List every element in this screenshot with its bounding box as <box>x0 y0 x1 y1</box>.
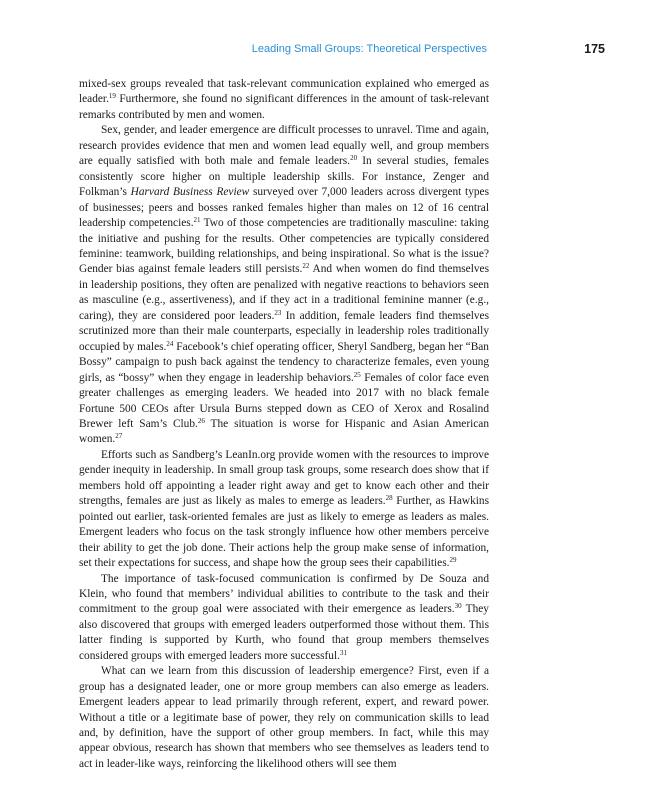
footnote-ref: 29 <box>449 556 457 565</box>
footnote-ref: 27 <box>115 432 123 441</box>
running-title: Leading Small Groups: Theoretical Perspectives <box>251 43 487 55</box>
footnote-ref: 25 <box>353 370 361 379</box>
body-text <box>79 77 489 772</box>
footnote-ref: 31 <box>339 648 347 657</box>
paragraph-1: mixed-sex groups revealed that task-relevant communication explained who emerged as leader.$^{19}$ Furthermore, she found no significant differences in the amount of task-relevant remarks contributed by men and women. <box>79 78 489 121</box>
journal-title: Harvard Business Review <box>130 186 250 199</box>
paragraph-4: The importance of task-focused communication is confirmed by De Souza and Klein, who found that members’ individual abilities to contribute to the task and their commitment to the group goal were associated with their emergence as leaders.$^{30}$ They also discovered that groups with emerged leaders outperformed those without them. This latter finding is supported by Kurth, who found that group members themselves considered groups with emerged leaders more successful.$^{31}$ <box>79 572 489 662</box>
footnote-ref: 30 <box>454 602 462 611</box>
running-head <box>0 43 645 59</box>
footnote-ref: 21 <box>193 216 201 225</box>
footnote-ref: 20 <box>350 154 358 163</box>
footnote-ref: 22 <box>302 262 310 271</box>
footnote-ref: 24 <box>166 339 174 348</box>
paragraph-3: Efforts such as Sandberg’s LeanIn.org provide women with the resources to improve gender inequity in leadership. In small group task groups, some research does show that if members hold off appointing a leader right away and get to know each other and their strengths, females are just as likely as males to emerge as leaders.$^{28}$ Further, as Hawkins pointed out earlier, task-oriented females are just as likely to emerge as leaders as males. Emergent leaders who focus on the task strongly influence how other members perceive their ability to get the job done. Their actions help the group make sense of information, set their expectations for success, and shape how the group sees their capabilities.$^{29}$ <box>79 448 489 570</box>
footnote-ref: 26 <box>197 416 205 425</box>
paragraph-2: Sex, gender, and leader emergence are difficult processes to unravel. Time and again, research provides evidence that men and women lead equally well, and group members are equally satisfied with both male and female leaders.$^{20}$ In several studies, females consistently score higher on multiple leadership skills. For instance, Zenger and Folkman’s Harvard Business Review surveyed over 7,000 leaders across divergent types of businesses; peers and bosses ranked females higher than males on 12 of 16 central leadership competencies.$^{21}$ Two of those competencies are traditionally masculine: taking the initiative and pushing for the results. Other competencies are typically considered feminine: teamwork, building relationships, and being inspirational. So what is the issue? Gender bias against female leaders still persists.$^{22}$ And when women do find themselves in leadership positions, they often are penalized with negative reactions to behaviors seen as masculine (e.g., assertiveness), and if they act in a traditional feminine manner (e.g., caring), they are considered poor leaders.$^{23}$ In addition, female leaders find themselves scrutinized more than their male counterparts, especially in leadership roles traditionally occupied by males.$^{24}$ Facebook’s chief operating officer, Sheryl Sandberg, began her “Ban Bossy” campaign to push back against the tendency to characterize females, even young girls, as “bossy” when they engage in leadership behaviors.$^{25}$ Females of color face even greater challenges as emerging leaders. We headed into 2017 with no black female Fortune 500 CEOs after Ursula Burns stepped down as CEO of Xerox and Rosalind Brewer left Sam’s Club.$^{26}$ The situation is worse for Hispanic and Asian American women.$^{27}$ <box>79 124 490 446</box>
footnote-ref: 28 <box>385 494 393 503</box>
page-number: 175 <box>584 42 605 56</box>
footnote-ref: 23 <box>274 308 282 317</box>
footnote-ref: 19 <box>108 92 116 101</box>
paragraph-5: What can we learn from this discussion of leadership emergence? First, even if a group has a designated leader, one or more group members can also emerge as leaders. Emergent leaders appear to lead primarily through referent, expert, and reward power. Without a title or a legitimate base of power, they rely on communication skills to lead and, by definition, have the support of other group members. In fact, while this may appear obvious, research has shown that members who see themselves as leaders tend to act in leader-like ways, reinforcing the likelihood others will see them <box>79 665 489 770</box>
